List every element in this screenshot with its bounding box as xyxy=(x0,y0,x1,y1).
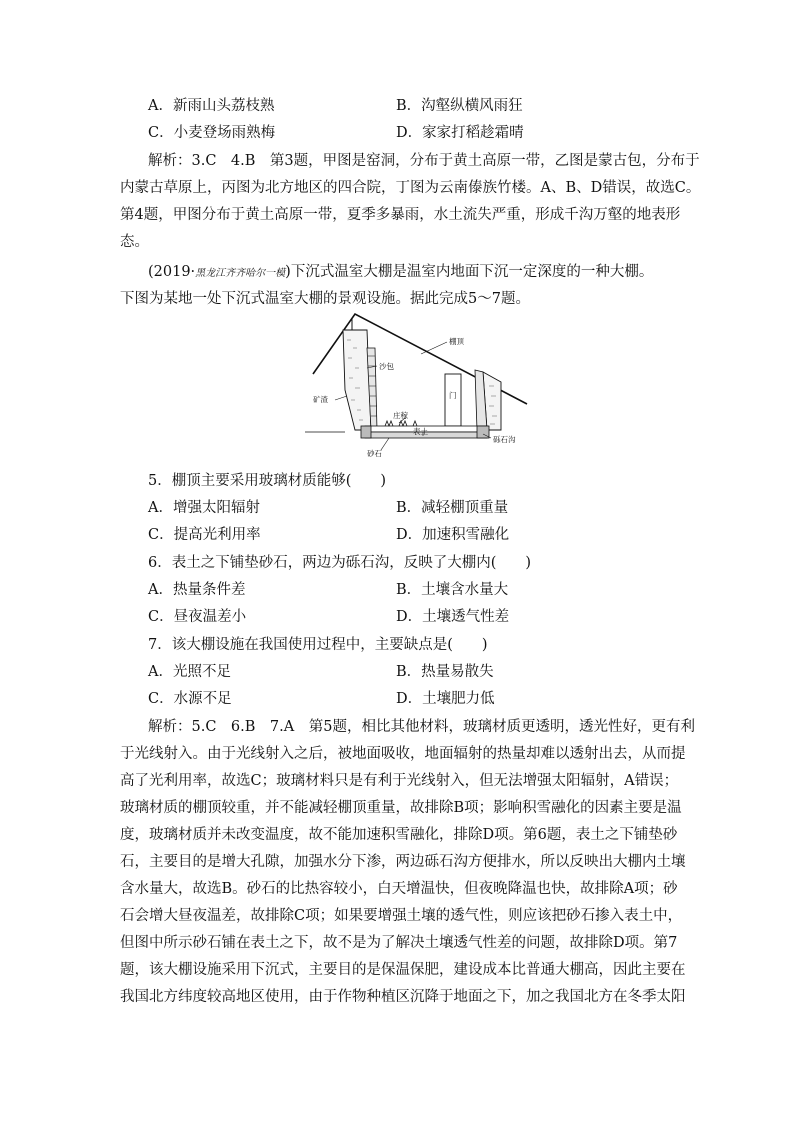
left-wall xyxy=(343,330,371,430)
label-topsoil: 表土 xyxy=(413,427,428,436)
analysis-34-line: 态。 xyxy=(120,234,149,250)
q5-option-b: B．减轻棚顶重量 xyxy=(396,500,509,516)
analysis-57-line: 度，玻璃材质并未改变温度，故不能加速积雪融化，排除D项。第6题，表土之下铺垫砂 xyxy=(120,827,678,843)
q7-option-c: C．水源不足 xyxy=(148,691,232,707)
q4-option-c: C．小麦登场雨熟梅 xyxy=(148,125,276,141)
analysis-57-line: 高了光利用率，故选C；玻璃材料只是有利于光线射入，但无法增强太阳辐射，A错误； xyxy=(120,773,679,789)
question-6-stem: 6．表土之下铺垫砂石，两边为砾石沟，反映了大棚内( ) xyxy=(148,555,532,571)
q6-option-b: B．土壤含水量大 xyxy=(396,582,509,598)
material-intro xyxy=(148,262,653,284)
q4-option-a: A．新雨山头荔枝熟 xyxy=(148,98,275,114)
q6-option-a: A．热量条件差 xyxy=(148,582,246,598)
q5-option-a: A．增强太阳辐射 xyxy=(148,500,260,516)
q7-option-b: B．热量易散失 xyxy=(396,664,494,680)
label-crops: 庄稼 xyxy=(393,411,408,420)
label-roof: 棚顶 xyxy=(449,337,464,346)
analysis-34-line: 解析：3.C 4.B 第3题，甲图是窑洞，分布于黄土高原一带，乙图是蒙古包，分布于 xyxy=(148,153,700,169)
analysis-34-line: 第4题，甲图分布于黄土高原一带，夏季多暴雨，水土流失严重，形成千沟万壑的地表形 xyxy=(120,207,681,223)
q5-option-d: D．加速积雪融化 xyxy=(396,527,510,543)
analysis-57-line: 于光线射入。由于光线射入之后，被地面吸收，地面辐射的热量却难以透射出去，从而提 xyxy=(120,746,686,762)
q6-option-c: C．昼夜温差小 xyxy=(148,609,247,625)
intro-rest: 下沉式温室大棚是温室内地面下沉一定深度的一种大棚。 xyxy=(290,264,654,280)
question-5-stem: 5．棚顶主要采用玻璃材质能够( ) xyxy=(148,473,387,489)
q4-option-b: B．沟壑纵横风雨狂 xyxy=(396,98,523,114)
intro-close: ) xyxy=(285,264,291,280)
analysis-34-line: 内蒙古草原上，丙图为北方地区的四合院，丁图为云南傣族竹楼。A、B、D错误，故选C。 xyxy=(120,180,701,196)
analysis-57-line: 解析：5.C 6.B 7.A 第5题，相比其他材料，玻璃材质更透明，透光性好，更有利 xyxy=(148,719,695,735)
gravel-ditch-left xyxy=(361,426,371,438)
analysis-57-line: 玻璃材质的棚顶较重，并不能减轻棚顶重量，故排除B项；影响积雪融化的因素主要是温 xyxy=(120,800,682,816)
q7-option-a: A．光照不足 xyxy=(148,664,231,680)
intro-year: (2019· xyxy=(148,264,196,280)
crops xyxy=(385,421,417,426)
label-gravel: 砂石 xyxy=(367,449,382,458)
analysis-57-line: 题，该大棚设施采用下沉式，主要目的是保温保肥，建设成本比普通大棚高，因此主要在 xyxy=(120,962,686,978)
q7-option-d: D．土壤肥力低 xyxy=(396,691,495,707)
analysis-57-line: 但图中所示砂石铺在表土之下，故不是为了解决土壤透气性差的问题，故排除D项。第7 xyxy=(120,935,678,951)
analysis-57-line: 石会增大昼夜温差，故排除C项；如果要增强土壤的透气性，则应该把砂石掺入表土中， xyxy=(120,908,683,924)
question-7-stem: 7．该大棚设施在我国使用过程中，主要缺点是( ) xyxy=(148,637,488,653)
analysis-57-line: 我国北方纬度较高地区使用，由于作物种植区沉降于地面之下，加之我国北方在冬季太阳 xyxy=(120,989,686,1005)
material-intro-line2: 下图为某地一处下沉式温室大棚的景观设施。据此完成5～7题。 xyxy=(120,291,530,307)
analysis-57-line: 石，主要目的是增大孔隙，加强水分下渗，两边砾石沟方便排水，所以反映出大棚内土壤 xyxy=(120,854,686,870)
q4-option-d: D．家家打稻趁霜晴 xyxy=(396,125,524,141)
label-sandbag: 沙包 xyxy=(379,362,394,371)
label-gravel-ditch: 砾石沟 xyxy=(493,435,516,444)
q5-option-c: C．提高光利用率 xyxy=(148,527,261,543)
greenhouse-diagram xyxy=(305,312,516,462)
q6-option-d: D．土壤透气性差 xyxy=(396,609,510,625)
label-door: 门 xyxy=(449,391,457,400)
analysis-57-line: 含水量大，故选B。砂石的比热容较小，白天增温快，但夜晚降温也快，故排除A项；砂 xyxy=(120,881,678,897)
intro-source: 黑龙江齐齐哈尔一模 xyxy=(195,268,286,279)
label-slag: 矿渣 xyxy=(313,395,328,404)
door xyxy=(445,374,461,426)
